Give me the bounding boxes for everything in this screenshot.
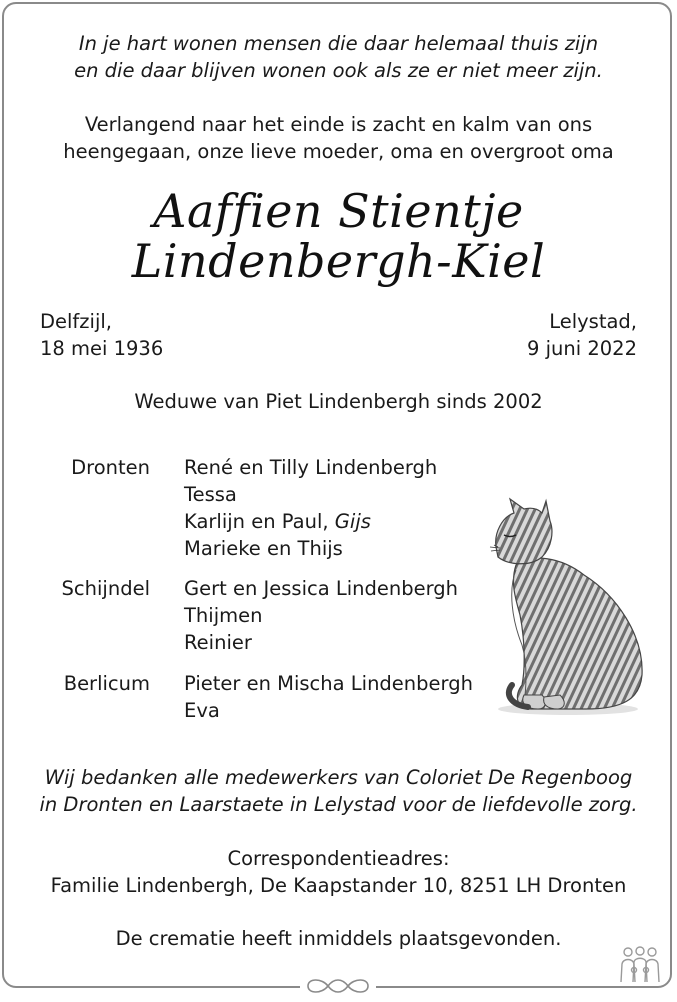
birth-info [40, 308, 163, 362]
family-member: Tessa [184, 483, 237, 506]
closing-text: De crematie heeft inmiddels plaatsgevonden. [115, 927, 562, 950]
family-list-berlicum [184, 670, 473, 724]
knot-ornament-icon [300, 974, 376, 1002]
family-member-italic: Gijs [334, 510, 371, 533]
death-info [527, 308, 637, 362]
birth-place: Delfzijl, [40, 310, 112, 333]
family-member: Thijmen [184, 604, 263, 627]
family-logo-icon [616, 946, 664, 988]
correspondence-label: Correspondentieadres: [227, 847, 450, 870]
poem-line-2: en die daar blijven wonen ook als ze er niet meer zijn. [74, 59, 603, 82]
intro-line-1: Verlangend naar het einde is zacht en kalm van ons [84, 113, 593, 136]
family-member [184, 508, 437, 535]
family-member: Pieter en Mischa Lindenbergh [184, 672, 473, 695]
deceased-first-names: Aaffien Stientje [153, 184, 524, 238]
poem-line-1: In je hart wonen mensen die daar helemaal thuis zijn [78, 32, 599, 55]
deceased-surname: Lindenbergh-Kiel [131, 234, 546, 288]
family-member: Reinier [184, 631, 252, 654]
family-list-dronten [184, 454, 437, 562]
intro-text [0, 111, 677, 165]
correspondence [0, 845, 677, 899]
family-place-berlicum: Berlicum [63, 672, 150, 695]
deceased-name [0, 186, 677, 286]
family-member: René en Tilly Lindenbergh [184, 456, 438, 479]
death-place: Lelystad, [549, 310, 637, 333]
family-list-schijndel [184, 575, 458, 656]
cat-illustration [486, 495, 651, 724]
family-member-text: Karlijn en Paul, [184, 510, 335, 533]
family-member: Eva [184, 699, 220, 722]
birth-date: 18 mei 1936 [40, 337, 164, 360]
correspondence-address: Familie Lindenbergh, De Kaapstander 10, 8251 LH Dronten [50, 874, 627, 897]
family-member: Marieke en Thijs [184, 537, 343, 560]
death-date: 9 juni 2022 [527, 337, 637, 360]
thanks-text [0, 764, 677, 818]
thanks-line-2: in Dronten en Laarstaete in Lelystad voor de liefdevolle zorg. [39, 793, 638, 816]
family-place-dronten: Dronten [71, 456, 150, 479]
family-member: Gert en Jessica Lindenbergh [184, 577, 459, 600]
poem [0, 30, 677, 84]
widow-line: Weduwe van Piet Lindenbergh sinds 2002 [134, 390, 543, 413]
intro-line-2: heengegaan, onze lieve moeder, oma en overgroot oma [63, 140, 614, 163]
thanks-line-1: Wij bedanken alle medewerkers van Coloriet De Regenboog [44, 766, 633, 789]
family-place-schijndel: Schijndel [61, 577, 150, 600]
